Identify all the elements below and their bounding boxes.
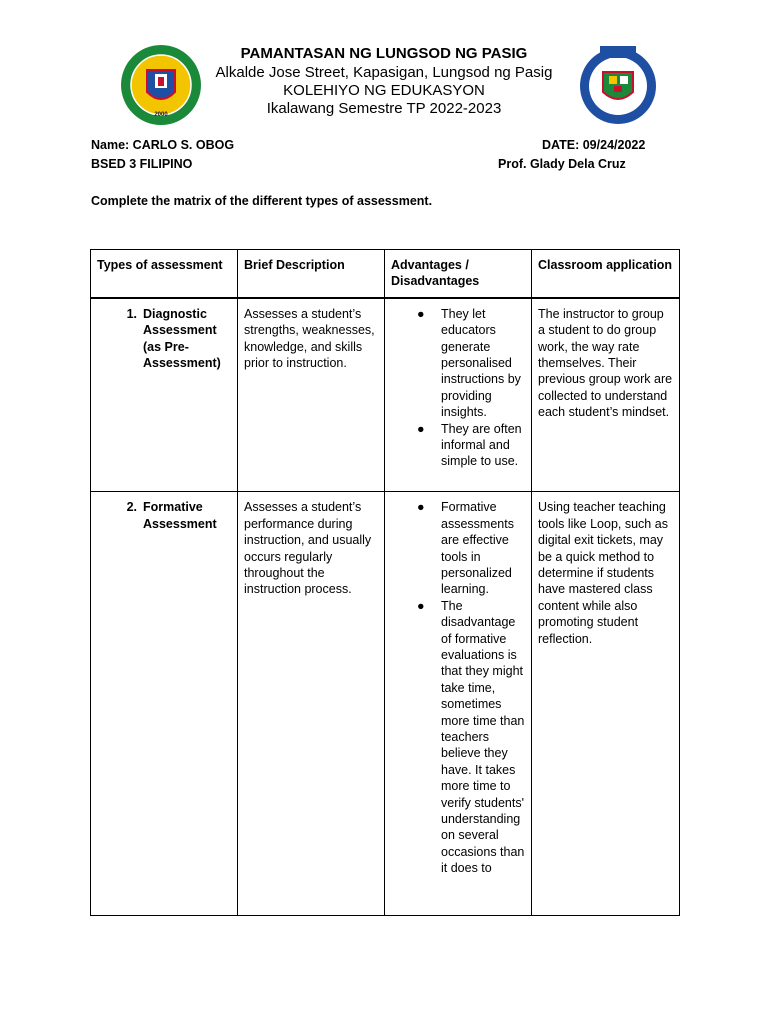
bullet-icon: ● <box>417 306 425 321</box>
university-address: Alkalde Jose Street, Kapasigan, Lungsod ng Pasig <box>215 64 553 81</box>
description-cell: Assesses a student’s strengths, weaknesses, knowledge, and skills prior to instruction. <box>238 298 385 492</box>
assessment-type-name: Formative Assessment <box>143 500 217 531</box>
assessment-matrix-table <box>90 249 680 916</box>
bullet-icon: ● <box>417 500 425 515</box>
description-cell: Assesses a student’s performance during instruction, and usually occurs regularly throughout the instruction process. <box>238 492 385 916</box>
document-header <box>200 44 568 118</box>
application-cell: The instructor to group a student to do group work, the way rate themselves. Their previous group work are collected to understand each student’s mindset. <box>532 298 680 492</box>
svg-text:2000: 2000 <box>154 112 168 118</box>
list-item <box>391 598 525 877</box>
list-item <box>391 499 525 597</box>
bullet-text: Formative assessments are effective tools in personalized learning. <box>441 500 514 597</box>
semester-line: Ikalawang Semestre TP 2022-2023 <box>266 100 502 117</box>
list-item <box>391 421 525 470</box>
column-header: Advantages / Disadvantages <box>385 250 532 298</box>
column-header: Brief Description <box>238 250 385 298</box>
professor-name: Prof. Glady Dela Cruz <box>498 157 626 171</box>
student-section: BSED 3 FILIPINO <box>91 157 193 171</box>
university-seal-logo <box>120 44 202 126</box>
row-number: 1. <box>126 306 137 321</box>
instruction-text: Complete the matrix of the different types of assessment. <box>91 194 433 208</box>
student-name: Name: CARLO S. OBOG <box>91 138 235 152</box>
assessment-type-cell <box>91 298 238 492</box>
bullet-icon: ● <box>417 421 425 436</box>
column-header: Classroom application <box>532 250 680 298</box>
bullet-text: They are often informal and simple to use. <box>441 421 522 469</box>
bullet-text: The disadvantage of formative evaluations is that they might take time, sometimes more time than teachers believe they have. It takes more time to verify students' understanding on several occasions than it does to <box>441 598 525 876</box>
university-name: PAMANTASAN NG LUNGSOD NG PASIG <box>240 45 528 62</box>
application-cell: Using teacher teaching tools like Loop, such as digital exit tickets, may be a quick method to determine if students have mastered class content while also promoting student reflection. <box>532 492 680 916</box>
advantages-cell <box>385 492 532 916</box>
table-row <box>91 298 680 492</box>
assessment-type-cell <box>91 492 238 916</box>
bullet-text: They let educators generate personalised instructions by providing insights. <box>441 306 521 420</box>
column-header: Types of assessment <box>91 250 238 298</box>
college-name: KOLEHIYO NG EDUKASYON <box>283 82 485 99</box>
assessment-type-name: Diagnostic Assessment (as Pre-Assessment) <box>143 306 221 371</box>
row-number: 2. <box>126 500 137 515</box>
table-row <box>91 492 680 916</box>
bullet-icon: ● <box>417 598 425 613</box>
college-seal-logo <box>578 42 658 126</box>
advantages-cell <box>385 298 532 492</box>
list-item <box>391 306 525 421</box>
table-header-row <box>91 250 680 298</box>
submission-date: DATE: 09/24/2022 <box>542 138 646 152</box>
